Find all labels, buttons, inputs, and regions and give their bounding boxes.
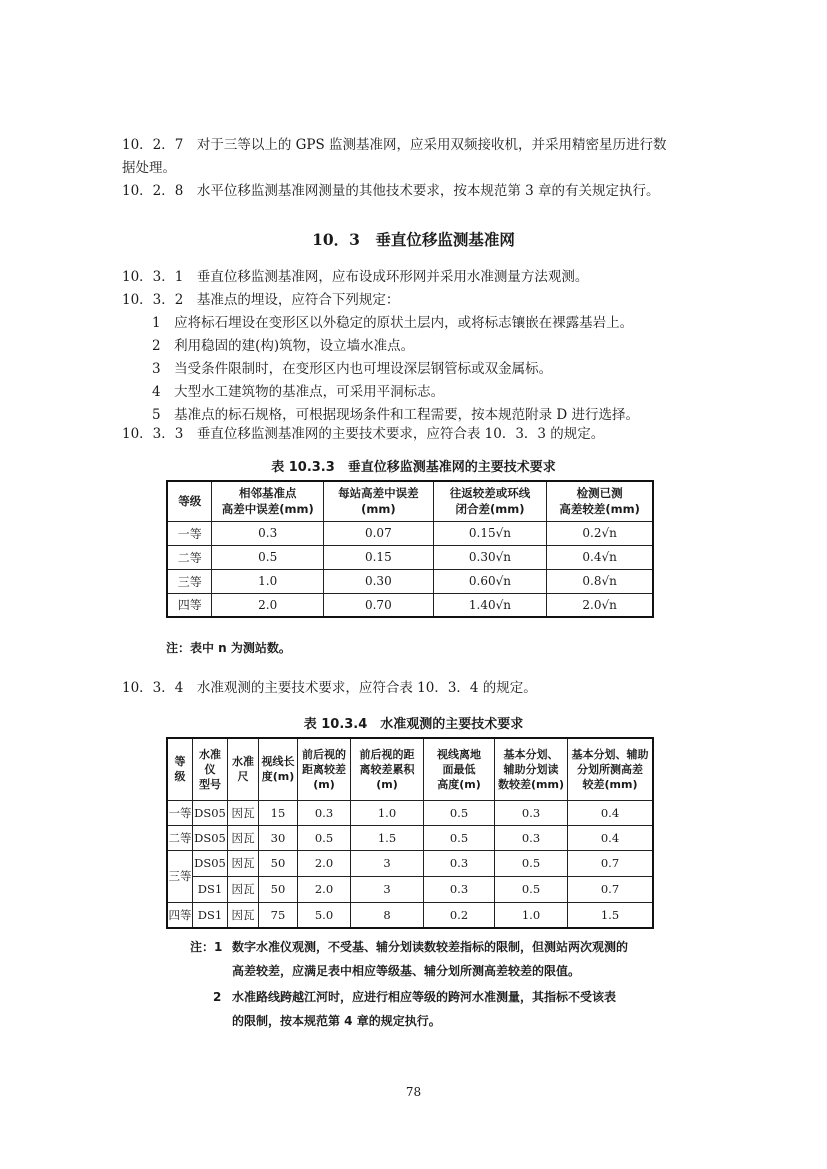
table-cell: 50 xyxy=(259,850,298,876)
table-cell: 0.5 xyxy=(212,545,324,569)
sqrt-n-symbol: √n xyxy=(495,526,511,540)
clause-10-2-8: 10．2．8 水平位移监测基准网测量的其他技术要求，按本规范第 3 章的有关规定执行。 xyxy=(122,183,660,199)
table-header: 等 级 xyxy=(167,738,193,800)
table-cell: 一等 xyxy=(167,800,193,825)
table-cell: 1.0 xyxy=(351,800,424,825)
table-cell xyxy=(433,545,547,569)
sqrt-n-symbol: √n xyxy=(601,597,617,612)
table-caption-10-3-4: 表 10.3.4 水准观测的主要技术要求 xyxy=(303,717,524,732)
table-cell: 0.07 xyxy=(324,521,434,545)
table-cell xyxy=(433,569,547,593)
table-header: 视线离地 面最低 高度(m) xyxy=(424,738,495,800)
table-cell: 三等 xyxy=(167,569,212,593)
table-cell: DS1 xyxy=(193,902,228,928)
table-cell xyxy=(547,569,653,593)
table-cell: 一等 xyxy=(167,521,212,545)
note-1-line1: 数字水准仪观测，不受基、辅分划读数较差指标的限制，但测站两次观测的 xyxy=(232,940,629,954)
table-header: 基本分划、辅助 分划所测高差 较差(mm) xyxy=(568,738,654,800)
table-header: 相邻基准点 高差中误差(mm) xyxy=(212,481,324,521)
table-cell: 0.30 xyxy=(324,569,434,593)
table-header: 每站高差中误差 (mm) xyxy=(324,481,434,521)
table-header: 水准 尺 xyxy=(228,738,259,800)
table-header-row xyxy=(167,738,653,800)
table-cell: 因瓦 xyxy=(228,800,259,825)
list-item: 5 基准点的标石规格，可根据现场条件和工程需要，按本规范附录 D 进行选择。 xyxy=(152,407,639,423)
table-row xyxy=(167,876,653,902)
table-cell: 二等 xyxy=(167,825,193,850)
table-cell: 0.3 xyxy=(298,800,351,825)
table-10-3-4 xyxy=(166,737,654,929)
cell-value: 0.15 xyxy=(468,526,496,540)
sqrt-n-symbol: √n xyxy=(601,574,617,588)
table-cell xyxy=(433,593,547,617)
table-cell xyxy=(433,521,547,545)
table-cell: 0.3 xyxy=(495,825,568,850)
list-item: 4 大型水工建筑物的基准点，可采用平洞标志。 xyxy=(152,384,445,400)
table-cell: 0.7 xyxy=(568,876,654,902)
table-cell: 3 xyxy=(351,876,424,902)
clause-10-2-7-line2: 据处理。 xyxy=(122,160,176,176)
table-cell: DS1 xyxy=(193,876,228,902)
table-note-10-3-3: 注：表中 n 为测站数。 xyxy=(166,641,291,655)
table-cell: 1.5 xyxy=(351,825,424,850)
cell-value: 0.2 xyxy=(582,526,602,540)
table-header: 水准 仪 型号 xyxy=(193,738,228,800)
table-cell: 50 xyxy=(259,876,298,902)
table-cell: 0.5 xyxy=(424,800,495,825)
table-cell: 2.0 xyxy=(298,850,351,876)
table-header: 往返较差或环线 闭合差(mm) xyxy=(433,481,547,521)
clause-10-3-2: 10．3．2 基准点的埋设，应符合下列规定： xyxy=(122,292,400,308)
table-header: 基本分划、 辅助分划读 数较差(mm) xyxy=(495,738,568,800)
table-cell: 因瓦 xyxy=(228,876,259,902)
table-row xyxy=(167,825,653,850)
note-2-line2: 的限制，按本规范第 4 章的规定执行。 xyxy=(232,1014,441,1028)
table-cell: DS05 xyxy=(193,800,228,825)
table-header: 前后视的距 离较差累积 (m) xyxy=(351,738,424,800)
table-cell: 0.15 xyxy=(324,545,434,569)
table-cell: 因瓦 xyxy=(228,902,259,928)
table-header-row xyxy=(167,481,653,521)
table-row xyxy=(167,545,653,569)
table-cell: 0.4 xyxy=(568,825,654,850)
clause-10-3-4: 10．3．4 水准观测的主要技术要求，应符合表 10．3．4 的规定。 xyxy=(122,680,537,696)
page-number: 78 xyxy=(405,1085,422,1099)
table-cell: 0.3 xyxy=(424,876,495,902)
list-item: 3 当受条件限制时，在变形区内也可埋设深层钢管标或双金属标。 xyxy=(152,361,553,377)
clause-10-3-3: 10．3．3 垂直位移监测基准网的主要技术要求，应符合表 10．3．3 的规定。 xyxy=(122,426,605,442)
table-header: 前后视的 距离较差 (m) xyxy=(298,738,351,800)
table-cell: 0.7 xyxy=(568,850,654,876)
table-row xyxy=(167,800,653,825)
table-cell: 75 xyxy=(259,902,298,928)
table-cell: 因瓦 xyxy=(228,825,259,850)
note-prefix: 注：1 xyxy=(190,940,223,954)
table-cell: 8 xyxy=(351,902,424,928)
table-cell: 0.70 xyxy=(324,593,434,617)
sqrt-n-symbol: √n xyxy=(495,597,511,612)
table-cell: 30 xyxy=(259,825,298,850)
table-cell: DS05 xyxy=(193,850,228,876)
section-heading: 10．3 垂直位移监测基准网 xyxy=(312,230,515,249)
table-cell xyxy=(547,521,653,545)
table-row xyxy=(167,569,653,593)
table-cell: 四等 xyxy=(167,902,193,928)
cell-value: 0.8 xyxy=(582,574,602,588)
table-cell: 四等 xyxy=(167,593,212,617)
table-cell: 0.5 xyxy=(424,825,495,850)
table-cell: 5.0 xyxy=(298,902,351,928)
sqrt-n-symbol: √n xyxy=(601,526,617,540)
table-cell: 0.3 xyxy=(212,521,324,545)
table-cell: 0.3 xyxy=(424,850,495,876)
table-cell xyxy=(547,545,653,569)
table-cell: 0.5 xyxy=(495,850,568,876)
note-1-line2: 高差较差，应满足表中相应等级基、辅分划所测高差较差的限值。 xyxy=(232,964,581,978)
table-cell: 15 xyxy=(259,800,298,825)
table-cell: 1.0 xyxy=(495,902,568,928)
table-header: 视线长 度(m) xyxy=(259,738,298,800)
clause-10-2-7-line1: 10．2．7 对于三等以上的 GPS 监测基准网，应采用双频接收机，并采用精密星历进行数 xyxy=(122,137,667,153)
table-cell: 1.0 xyxy=(212,569,324,593)
table-cell: 因瓦 xyxy=(228,850,259,876)
clause-10-3-1: 10．3．1 垂直位移监测基准网，应布设成环形网并采用水准测量方法观测。 xyxy=(122,269,589,285)
table-cell: 0.5 xyxy=(298,825,351,850)
sqrt-n-symbol: √n xyxy=(495,550,511,564)
list-item: 2 利用稳固的建(构)筑物，设立墙水准点。 xyxy=(152,338,415,354)
table-cell xyxy=(547,593,653,617)
cell-value: 0.60 xyxy=(468,574,496,588)
list-item: 1 应将标石埋设在变形区以外稳定的原状土层内，或将标志镶嵌在裸露基岩上。 xyxy=(152,315,634,331)
cell-value: 1.40 xyxy=(468,597,496,612)
table-cell: DS05 xyxy=(193,825,228,850)
table-cell: 3 xyxy=(351,850,424,876)
table-cell: 2.0 xyxy=(298,876,351,902)
table-cell: 三等 xyxy=(167,850,193,902)
sqrt-n-symbol: √n xyxy=(601,550,617,564)
table-cell: 0.2 xyxy=(424,902,495,928)
table-header: 检测已测 高差较差(mm) xyxy=(547,481,653,521)
table-row xyxy=(167,902,653,928)
table-cell: 2.0 xyxy=(212,593,324,617)
table-header: 等级 xyxy=(167,481,212,521)
table-row xyxy=(167,850,653,876)
table-row xyxy=(167,521,653,545)
table-caption-10-3-3: 表 10.3.3 垂直位移监测基准网的主要技术要求 xyxy=(271,460,556,475)
table-cell: 二等 xyxy=(167,545,212,569)
note-2-number: 2 xyxy=(213,990,222,1004)
table-cell: 0.3 xyxy=(495,800,568,825)
note-2-line1: 水准路线跨越江河时，应进行相应等级的跨河水准测量，其指标不受该表 xyxy=(232,990,617,1004)
cell-value: 0.4 xyxy=(582,550,602,564)
table-cell: 1.5 xyxy=(568,902,654,928)
table-cell: 0.5 xyxy=(495,876,568,902)
cell-value: 2.0 xyxy=(582,597,602,612)
sqrt-n-symbol: √n xyxy=(495,574,511,588)
table-row xyxy=(167,593,653,617)
cell-value: 0.30 xyxy=(468,550,496,564)
table-cell: 0.4 xyxy=(568,800,654,825)
table-10-3-3 xyxy=(166,480,654,618)
